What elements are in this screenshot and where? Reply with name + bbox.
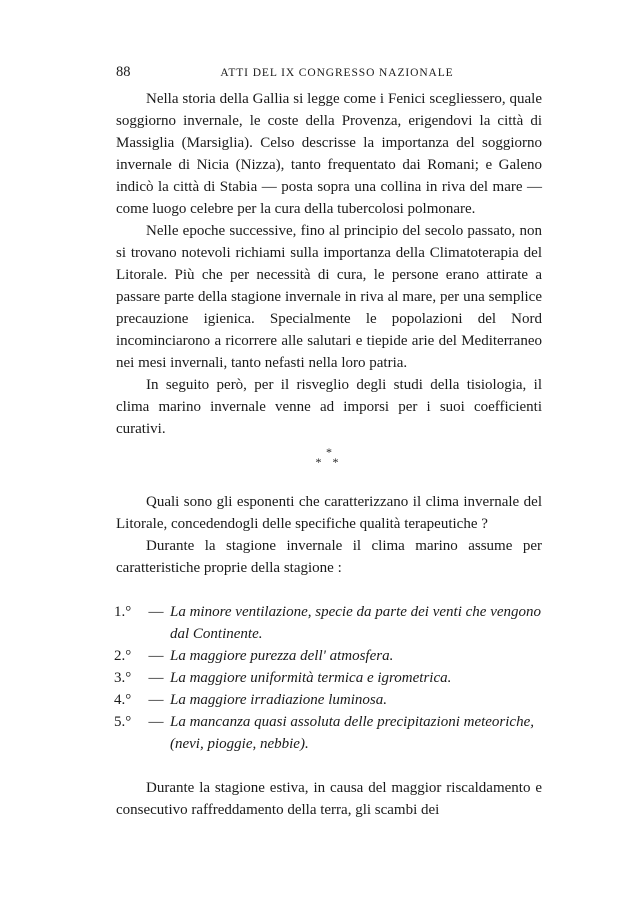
paragraph-summer-season: Durante la stagione estiva, in causa del maggior riscaldamento e consecutivo raffreddamento della terra, gli scambi dei — [116, 780, 542, 818]
list-item-dash: — — [148, 692, 164, 708]
list-spacer-top — [116, 579, 542, 601]
list-item-text: La maggiore purezza dell' atmosfera. — [170, 648, 394, 664]
list-item — [116, 667, 542, 689]
list-item-number: 3.° — [114, 670, 132, 686]
list-item-number: 5.° — [114, 714, 132, 730]
list-item — [116, 689, 542, 711]
asterism-top: * — [326, 445, 332, 459]
page-header — [116, 64, 542, 88]
paragraph-history: Nella storia della Gallia si legge come i Fenici scegliessero, quale soggiorno invernale, le coste della Provenza, erigendovi la città di Massiglia (Marsiglia). Celso descrisse la importanza del soggiorno invernale di Nicia (Nizza), tanto frequentato dai Romani; e Galeno indicò la città di Stabia — posta sopra una collina in riva del mare — come luogo celebre per la cura della tubercolosi polmonare. — [116, 91, 542, 217]
list-item — [116, 711, 542, 755]
list-item-dash: — — [148, 714, 164, 730]
list-item-number: 1.° — [114, 604, 132, 620]
list-item-dash: — — [148, 648, 164, 664]
section-break-asterism — [116, 447, 542, 469]
characteristics-list — [116, 601, 542, 755]
list-item-text: La maggiore uniformità termica e igrometrica. — [170, 670, 452, 686]
page-number: 88 — [116, 64, 131, 80]
list-item-dash: — — [148, 604, 164, 620]
list-item-text: La minore ventilazione, specie da parte dei venti che vengono dal Continente. — [170, 604, 542, 642]
paragraph-winter-season: Durante la stagione invernale il clima marino assume per caratteristiche proprie della stagione : — [116, 538, 542, 576]
list-item — [116, 645, 542, 667]
list-item — [116, 601, 542, 645]
list-item-text: La maggiore irradiazione luminosa. — [170, 692, 387, 708]
running-head: ATTI DEL IX CONGRESSO NAZIONALE — [220, 67, 454, 79]
asterism-bottom: * * — [315, 455, 343, 469]
list-item-number: 4.° — [114, 692, 132, 708]
paragraph-question: Quali sono gli esponenti che caratterizzano il clima invernale del Litorale, concedendogli delle specifiche qualità terapeutiche ? — [116, 494, 542, 532]
book-page — [116, 64, 542, 821]
paragraph-tisiology: In seguito però, per il risveglio degli studi della tisiologia, il clima marino invernale venne ad imporsi per i suoi coefficienti curativi. — [116, 377, 542, 437]
paragraph-later-epochs: Nelle epoche successive, fino al principio del secolo passato, non si trovano notevoli richiami sulla importanza della Climatoterapia del Litorale. Più che per necessità di cura, le persone erano attirate a passare parte della stagione invernale in riva al mare, per una semplice precauzione igienica. Specialmente le popolazioni del Nord incominciarono a ricorrere alle salutari e tiepide arie del Mediterraneo nei mesi invernali, tanto nefasti nella loro patria. — [116, 223, 542, 371]
list-item-number: 2.° — [114, 648, 132, 664]
list-item-dash: — — [148, 670, 164, 686]
list-spacer-bottom — [116, 755, 542, 777]
list-item-text: La mancanza quasi assoluta delle precipitazioni meteoriche, (nevi, pioggie, nebbie). — [170, 714, 534, 752]
